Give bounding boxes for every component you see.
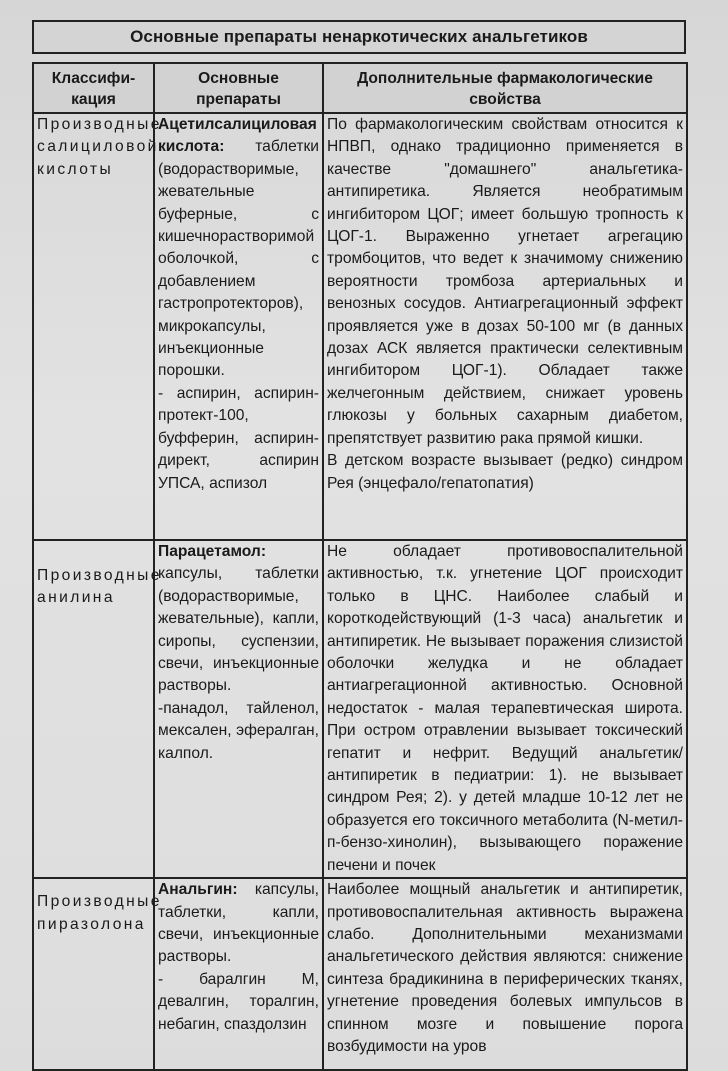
drug-name: Парацетамол: bbox=[158, 543, 267, 560]
classification-cell bbox=[33, 113, 162, 540]
drug-forms: капсулы, таблетки, капли, свечи, инъекционные растворы. bbox=[158, 881, 319, 966]
drugs-cell bbox=[154, 113, 323, 540]
header-drugs: Основные препараты bbox=[154, 63, 323, 113]
properties-text: По фармакологическим свойствам относится к НПВП, однако традиционно применяется в качестве "домашнего" анальгетика-антипиретика. Является необратимым ингибитором ЦОГ; имеет большую тропность к ЦОГ-1. Выраженно угнетает агрегацию тромбоцитов, что ведет к значимому снижению вероятности тромбоза артериальных и венозных сосудов. Антиагрегационный эффект проявляется уже в дозах 50-100 мг (в данных дозах АСК является практически селективным ингибитором ЦОГ-1). Обладает также желчегонным действием, снижает уровень глюкозы у больных сахарным диабетом, препятствует развитию рака прямой кишки. bbox=[327, 116, 683, 447]
drug-forms: капсулы, таблетки (водорастворимые, жевательные), капли, сиропы, суспензии, свечи, инъекционные растворы. bbox=[158, 565, 319, 695]
table-row bbox=[33, 878, 687, 1070]
properties-extra-text: В детском возрасте вызывает (редко) синдром Рея (энцефало/гепатопатия) bbox=[327, 452, 683, 492]
classification-text: Производные пиразолона bbox=[37, 893, 162, 933]
classification-cell bbox=[33, 878, 162, 1070]
table-title-text: Основные препараты ненаркотических анальгетиков bbox=[130, 27, 588, 46]
properties-cell bbox=[323, 540, 687, 878]
properties-cell bbox=[323, 113, 687, 540]
drugs-cell bbox=[154, 878, 323, 1070]
drugs-cell bbox=[154, 540, 323, 878]
table-title bbox=[32, 20, 686, 54]
classification-text: Производные салициловой кислоты bbox=[37, 116, 162, 178]
header-classification: Классифи-кация bbox=[33, 63, 154, 113]
properties-text: Наиболее мощный анальгетик и антипиретик, противовоспалительная активность выражена слабо. Дополнительными механизмами анальгетического действия являются: снижение синтеза брадикинина в периферических тканях, угнетение проведения болевых импульсов в спинном мозге и повышение порога возбудимости на уров bbox=[327, 881, 683, 1055]
header-properties: Дополнительные фармакологические свойства bbox=[323, 63, 687, 113]
table-row bbox=[33, 113, 687, 540]
properties-cell bbox=[323, 878, 687, 1070]
table-row bbox=[33, 540, 687, 878]
drug-name: Анальгин: bbox=[158, 881, 238, 899]
drug-forms: таблетки (водорастворимые, жевательные буферные, с кишечнорастворимой оболочкой, с добавлением гастропротекторов), микрокапсулы, инъекционные порошки. bbox=[158, 138, 319, 380]
classification-text: Производные анилина bbox=[37, 567, 162, 607]
drug-brands: - аспирин, аспирин-протект-100, буфферин, аспирин-директ, аспирин УПСА, аспизол bbox=[158, 384, 319, 492]
drug-name: Ацетилсалициловая кислота: bbox=[158, 116, 317, 156]
properties-text: Не обладает противовоспалительной активностью, т.к. угнетение ЦОГ происходит только в ЦНС. Наиболее слабый и короткодействующий (1-3 часа) анальгетик и антипиретик. Не вызывает поражения слизистой оболочки желудка и не обладает антиагрегационной активностью. Основной недостаток - малая терапевтическая широта. При остром отравлении вызывает токсический гепатит и нефрит. Ведущий анальгетик/антипиретик в педиатрии: 1). не вызывает синдром Рея; 2). у детей младше 10-12 лет не образуется его токсичного метаболита (N-метил-п-бензо-хинолин), вызывающего поражение печени и почек bbox=[327, 543, 683, 874]
drug-brands: -панадол, тайленол, мексален, эфералган, калпол. bbox=[158, 699, 319, 762]
table-header-row bbox=[33, 63, 687, 113]
drug-brands: - баралгин М, девалгин, торалгин, небагин, спаздолзин bbox=[158, 970, 319, 1033]
classification-cell bbox=[33, 540, 162, 878]
analgesics-table bbox=[32, 62, 688, 1071]
